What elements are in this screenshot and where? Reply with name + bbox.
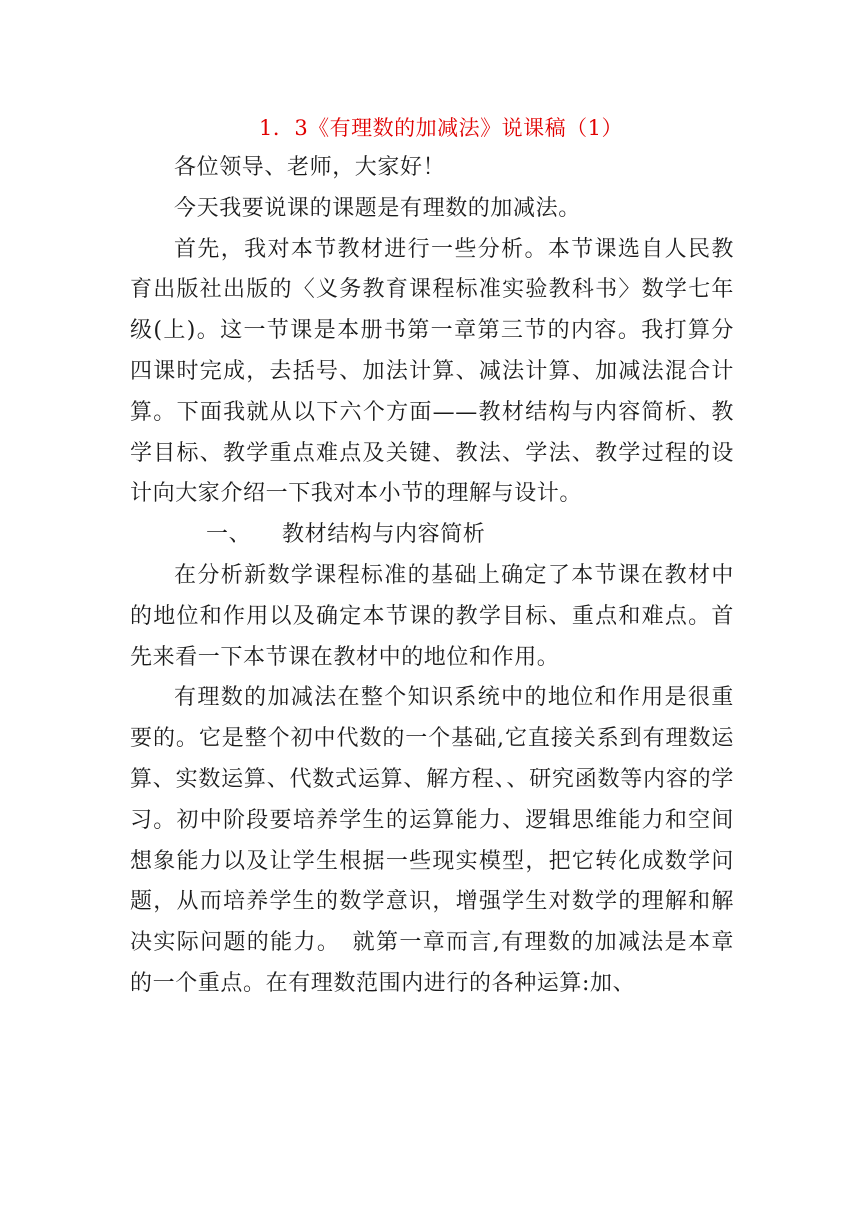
section-heading — [130, 515, 734, 556]
topic-paragraph: 今天我要说课的课题是有理数的加减法。 — [174, 195, 581, 221]
structure-paragraph: 在分析新数学课程标准的基础上确定了本节课在教材中的地位和作用以及确定本节课的教学目标、重点和难点。首先来看一下本节课在教材中的地位和作用。 — [130, 562, 734, 670]
analysis-paragraph: 首先，我对本节教材进行一些分析。本节课选自人民教育出版社出版的〈义务教育课程标准实验教科书〉数学七年级(上)。这一节课是本册书第一章第三节的内容。我打算分四课时完成，去括号、加法计算、减法计算、加减法混合计算。下面我就从以下六个方面——教材结构与内容简析、教学目标、教学重点难点及关键、教法、学法、教学过程的设计向大家介绍一下我对本小节的理解与设计。 — [130, 236, 734, 507]
document-page — [130, 112, 734, 1005]
importance-paragraph: 有理数的加减法在整个知识系统中的地位和作用是很重要的。它是整个初中代数的一个基础,它直接关系到有理数运算、实数运算、代数式运算、解方程、、研究函数等内容的学习。初中阶段要培养学生的运算能力、逻辑思维能力和空间想象能力以及让学生根据一些现实模型，把它转化成数学问题，从而培养学生的数学意识，增强学生对数学的理解和解决实际问题的能力。 就第一章而言,有理数的加减法是本章的一个重点。在有理数范围内进行的各种运算:加、 — [130, 685, 734, 996]
document-title: 1．3《有理数的加减法》说课稿（1） — [258, 116, 624, 140]
section-number: 一、 — [206, 522, 252, 548]
greeting-paragraph: 各位领导、老师，大家好！ — [174, 155, 446, 180]
section-title: 教材结构与内容简析 — [282, 522, 486, 548]
